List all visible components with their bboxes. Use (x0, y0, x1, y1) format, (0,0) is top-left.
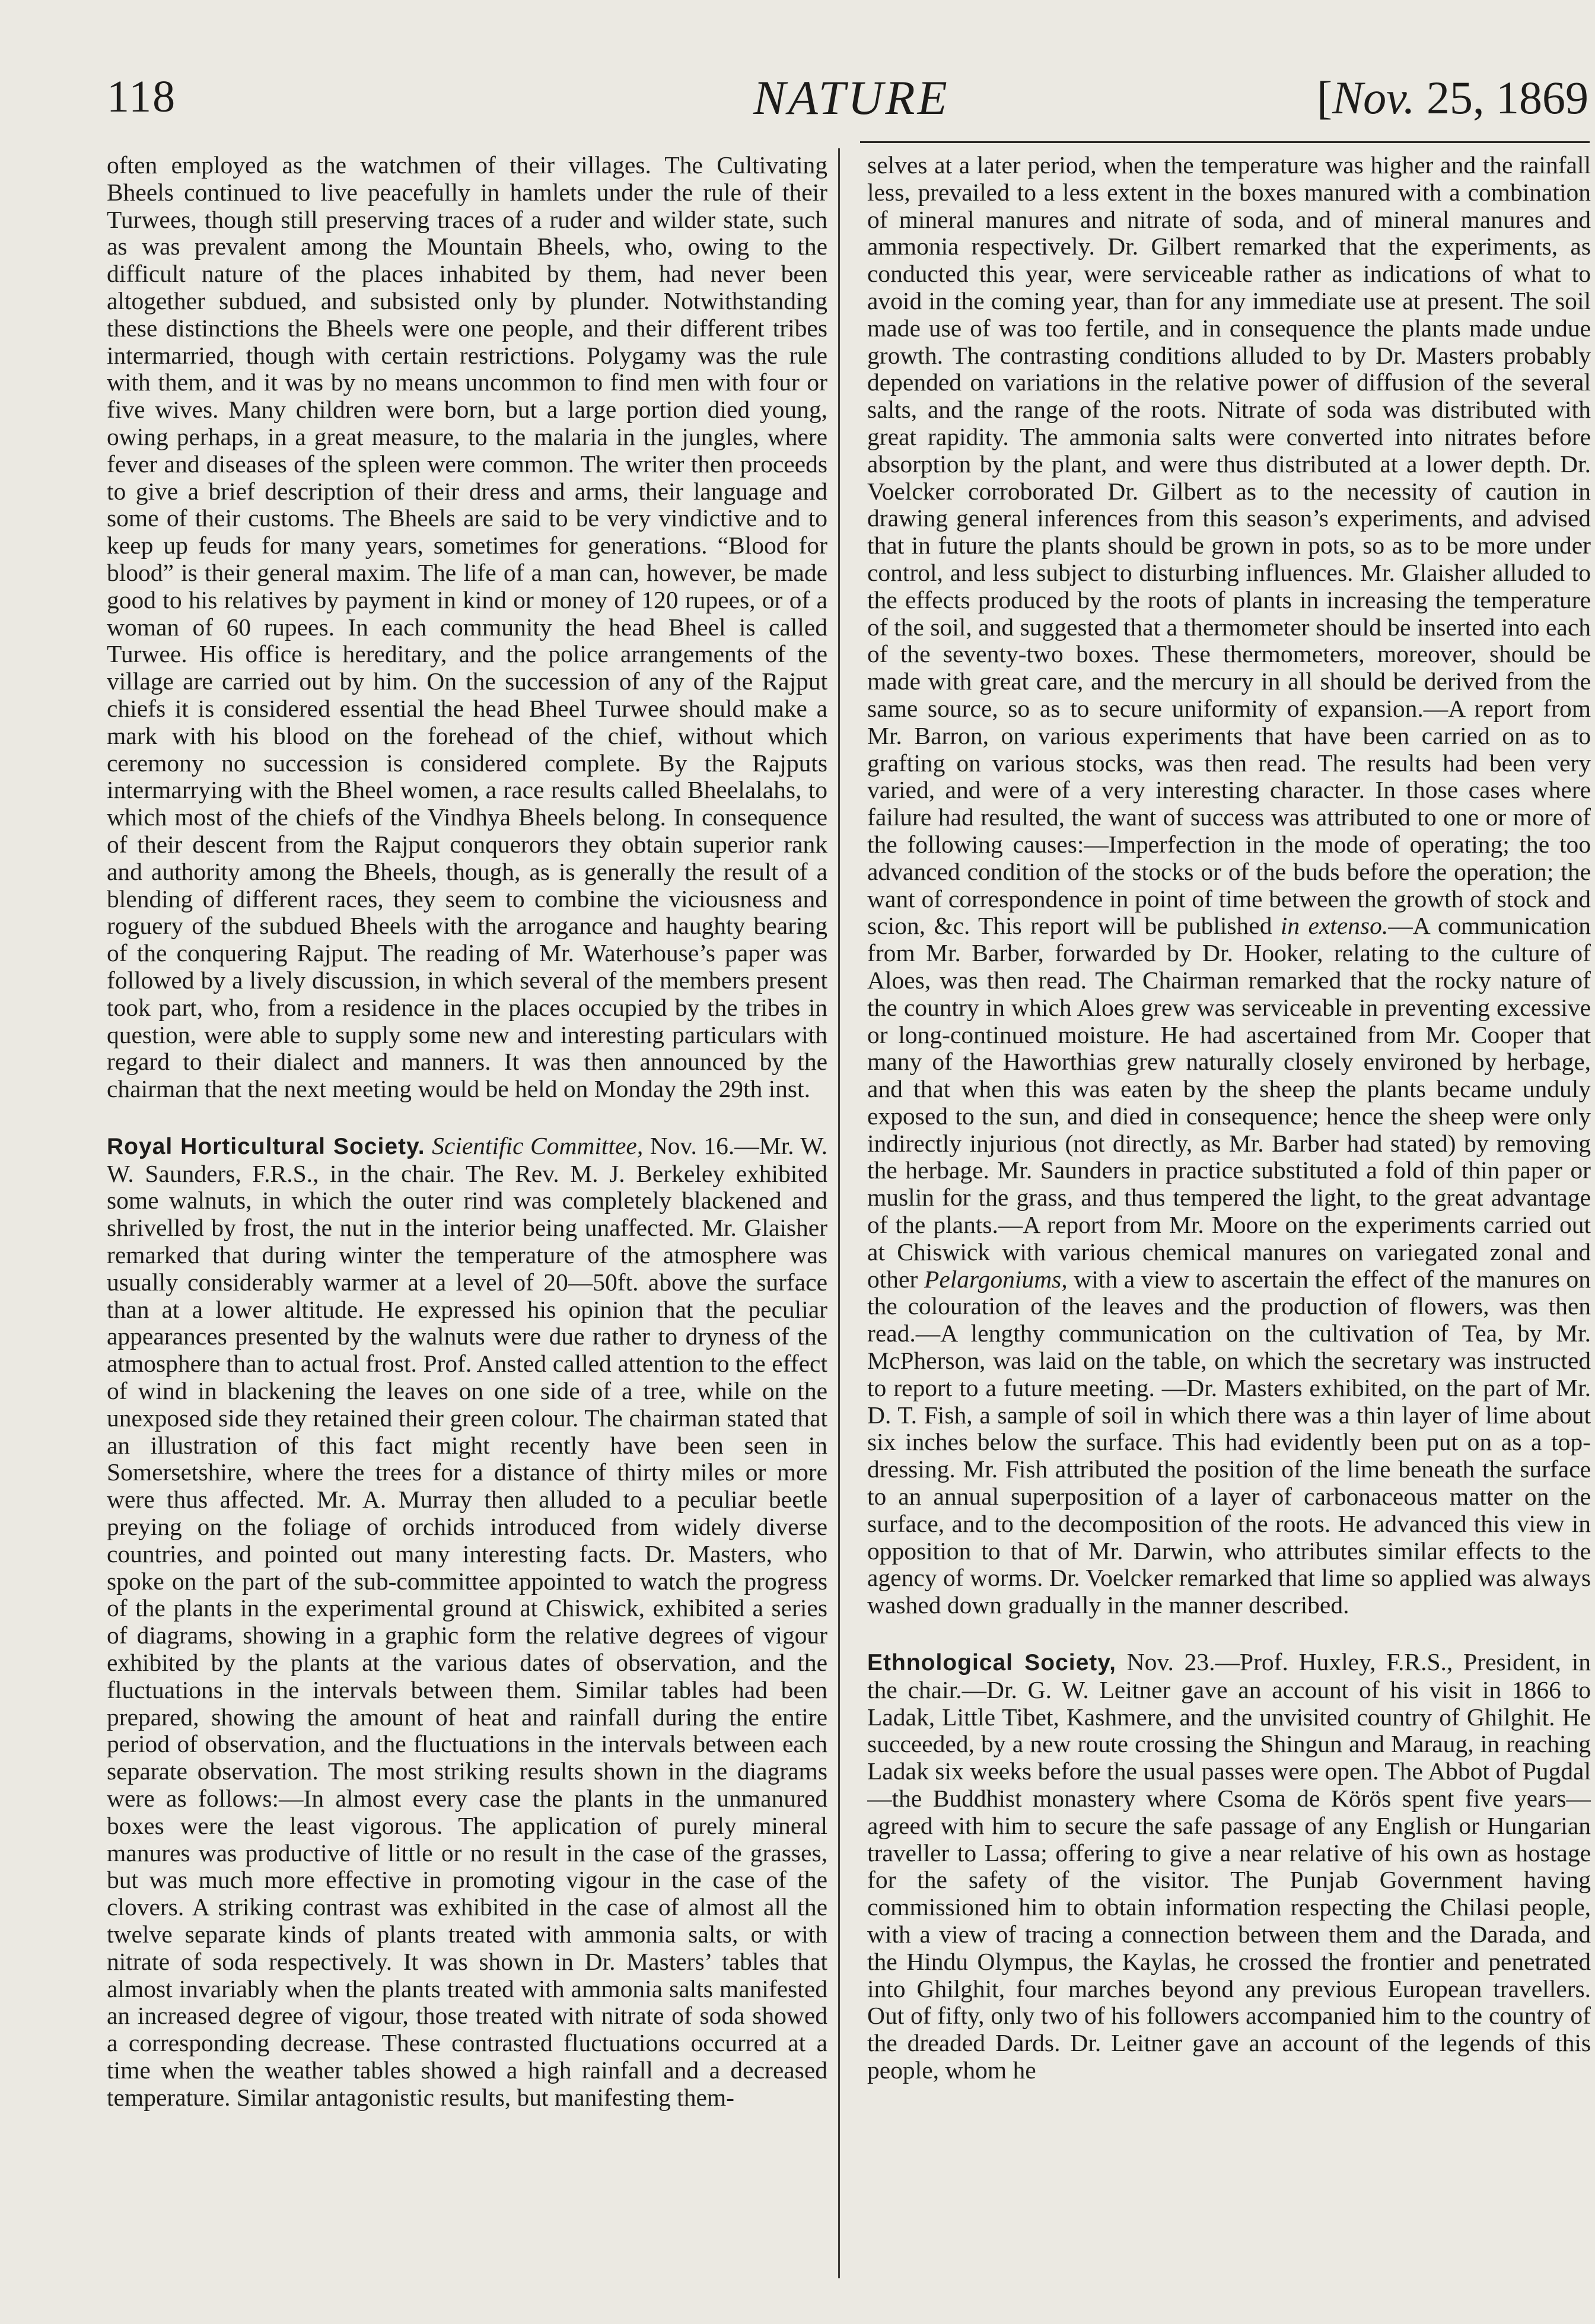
continued-text-c: with a view to ascertain the effect of the manures on the colouration of the leaves and the production of flowers, was then read.—A lengthy communication on the cultivation of Tea, by Mr. McPherson, was laid on the table, on which the secretary was instructed to report to a future meeting. —Dr. Masters exhibited, on the part of Mr. D. T. Fish, a sample of soil in which there was a thin layer of lime about six inches below the surface. This had evidently been put on as a top-dressing. Mr. Fish attributed the position of the lime beneath the surface to an annual superposition of a layer of carbonaceous matter on the surface, and to the decomposition of the roots. He advanced this view in opposition to that of Mr. Darwin, who attributes similar effects to the agency of worms. Dr. Voelcker remarked that lime so applied was always washed down gradually in the manner described. (867, 1265, 1591, 1619)
date-month: Nov. (1332, 72, 1415, 123)
horticultural-continued (867, 152, 1591, 1619)
continued-text-b: —A communication from Mr. Barber, forwarded by Dr. Hooker, relating to the culture of Aloes, was then read. The Chairman remarked that the rocky nature of the country in which Aloes grew was serviceable in preventing excessive or long-continued moisture. He had ascertained from Mr. Cooper that many of the Haworthias grew naturally closely environed by herbage, and that when this was eaten by the sheep the plants became unduly exposed to the sun, and died in consequence; hence the sheep were only indirectly injurious (not directly, as Mr. Barber had stated) by removing the herbage. Mr. Saunders in practice substituted a fold of thin paper or muslin for the grass, and thus tempered the light, to the great advantage of the plants.—A report from Mr. Moore on the experiments carried out at Chiswick with various chemical manures on variegated zonal and other (867, 912, 1591, 1293)
section-heading-horticultural: Royal Horticultural Society. (107, 1133, 425, 1159)
ethnological-body: Nov. 23.—Prof. Huxley, F.R.S., President, in the chair.—Dr. G. W. Leitner gave an account of his visit in 1866 to Ladak, Little Tibet, Kashmere, and the unvisited country of Ghilghit. He succeeded, by a new route crossing the Shingun and Maraug, in reaching Ladak six weeks before the usual passes were open. The Abbot of Pugdal—the Buddhist monastery where Csoma de Körös spent five years—agreed with him to secure the safe passage of any English or Hungarian traveller to Lassa; offering to give a near relative of his own as hostage for the safety of the visitor. The Punjab Government having commissioned him to obtain information respecting the Chilasi people, with a view of tracing a connection between them and the Darada, and the Hindu Olympus, the Kaylas, he crossed the frontier and penetrated into Ghilghit, four marches beyond any previous European travellers. Out of fifty, only two of his followers accompanied him to the country of the dreaded Dards. Dr. Leitner gave an account of the legends of this people, whom he (867, 1648, 1591, 2084)
left-column (107, 152, 827, 2306)
issue-date (1317, 71, 1588, 125)
column-divider (838, 148, 840, 2278)
header-rule (860, 141, 1590, 143)
continued-text-a: selves at a later period, when the temperature was higher and the rainfall less, prevailed to a less extent in the boxes manured with a combination of mineral manures and nitrate of soda, and of mineral manures and ammonia respectively. Dr. Gilbert remarked that the experiments, as conducted this year, were serviceable rather as indications of what to avoid in the coming year, than for any immediate use at present. The soil made use of was too fertile, and in consequence the plants made undue growth. The contrasting conditions alluded to by Dr. Masters probably depended on variations in the relative power of diffusion of the several salts, and the range of the roots. Nitrate of soda was distributed with great rapidity. The ammonia salts were converted into nitrates before absorption by the plant, and were thus distributed at a lower depth. Dr. Voelcker corroborated Dr. Gilbert as to the necessity of caution in drawing general inferences from this season’s experiments, and advised that in future the plants should be grown in pots, so as to be more under control, and less subject to disturbing influences. Mr. Glaisher alluded to the effects produced by the roots of plants in increasing the temperature of the soil, and suggested that a thermometer should be inserted into each of the seventy-two boxes. These thermometers, moreover, should be made with great care, and the mercury in all should be derived from the same source, so as to secure uniformity of expansion.—A report from Mr. Barron, on various experiments that have been carried on as to grafting on various stocks, was then read. The results had been very varied, and were of a very interesting character. In those cases where failure had resulted, the want of success was attributed to one or more of the following causes:—Imperfection in the mode of operating; the too advanced condition of the stocks or of the buds before the operation; the want of correspondence in point of time between the growth of stock and scion, &c. This report will be published (867, 152, 1591, 940)
ethnological-paragraph (867, 1649, 1591, 2084)
date-bracket: [ (1317, 72, 1333, 123)
date-rest: 25, 1869 (1415, 72, 1588, 123)
page-number: 118 (107, 72, 177, 122)
in-extenso: in extenso. (1280, 912, 1389, 940)
bheels-paragraph: often employed as the watchmen of their villages. The Cultivating Bheels continued to live peacefully in hamlets under the rule of their Turwees, though still preserving traces of a ruder and wilder state, such as was prevalent among the Mountain Bheels, who, owing to the difficult nature of the places inhabited by them, had never been altogether subdued, and subsisted only by plunder. Notwithstanding these distinctions the Bheels were one people, and their different tribes intermarried, though with certain restrictions. Polygamy was the rule with them, and it was by no means uncommon to find men with four or five wives. Many children were born, but a large portion died young, owing perhaps, in a great measure, to the malaria in the jungles, where fever and diseases of the spleen were common. The writer then proceeds to give a brief description of their dress and arms, their language and some of their customs. The Bheels are said to be very vindictive and to keep up feuds for many years, sometimes for generations. “Blood for blood” is their general maxim. The life of a man can, however, be made good to his relatives by payment in kind or money of 120 rupees, or of a woman of 60 rupees. In each community the head Bheel is called Turwee. His office is hereditary, and the police arrangements of the village are carried out by him. On the succession of any of the Rajput chiefs it is considered essential the head Bheel Turwee should make a mark with his blood on the forehead of the chief, without which ceremony no succession is considered complete. By the Rajputs intermarrying with the Bheel women, a race results called Bheelalahs, to which most of the chiefs of the Vindhya Bheels belong. In consequence of their descent from the Rajput conquerors they obtain superior rank and authority among the Bheels, though, as is generally the result of a blending of different races, they seem to combine the viciousness and roguery of the subdued Bheels with the arrogance and haughty bearing of the conquering Rajput. The reading of Mr. Waterhouse’s paper was followed by a lively discussion, in which several of the members present took part, who, from a residence in the places occupied by the tribes in question, were able to supply some new and interesting particulars with regard to their dialect and manners. It was then announced by the chairman that the next meeting would be held on Monday the 29th inst. (107, 152, 827, 1103)
pelargoniums: Pelargoniums, (924, 1265, 1068, 1293)
page-header (107, 66, 1590, 138)
horticultural-body: Nov. 16.—Mr. W. W. Saunders, F.R.S., in the chair. The Rev. M. J. Berkeley exhibited some walnuts, in which the outer rind was completely blackened and shrivelled by frost, the nut in the interior being unaffected. Mr. Glaisher remarked that during winter the temperature of the atmosphere was usually considerably warmer at a level of 20—50ft. above the surface than at a lower altitude. He expressed his opinion that the peculiar appearances presented by the walnuts were due rather to dryness of the atmosphere than to actual frost. Prof. Ansted called attention to the effect of wind in blackening the leaves on one side of a tree, while on the unexposed side they retained their green colour. The chairman stated that an illustration of this fact might recently have been seen in Somersetshire, where the trees for a distance of thirty miles or more were thus affected. Mr. A. Murray then alluded to a peculiar beetle preying on the foliage of orchids introduced from widely diverse countries, and pointed out many interesting facts. Dr. Masters, who spoke on the part of the sub-committee appointed to watch the progress of the plants in the experimental ground at Chiswick, exhibited a series of diagrams, showing in a graphic form the relative degrees of vigour exhibited by the plants at the various dates of observation, and the fluctuations in the intervals between them. Similar tables had been prepared, showing the amount of heat and rainfall during the entire period of observation, and the fluctuations in the intervals between each separate observation. The most striking results shown in the diagrams were as follows:—In almost every case the plants in the unmanured boxes were the least vigorous. The application of purely mineral manures was productive of little or no result in the case of the grasses, but was much more effective in promoting vigour in the case of the clovers. A striking contrast was exhibited in the case of almost all the twelve separate kinds of plants treated with ammonia salts, or with nitrate of soda respectively. It was shown in Dr. Masters’ tables that almost invariably when the plants treated with ammonia salts manifested an increased degree of vigour, those treated with nitrate of soda showed a corresponding decrease. These contrasted fluctuations occurred at a time when the weather tables showed a high rainfall and a decreased temperature. Similar antagonistic results, but manifesting them- (107, 1131, 827, 2111)
journal-title: NATURE (753, 71, 950, 125)
right-column (867, 152, 1591, 2306)
section-heading-ethnological: Ethnological Society, (867, 1650, 1116, 1676)
horticultural-paragraph (107, 1133, 827, 2112)
section-gap (107, 1103, 827, 1133)
section-gap (867, 1619, 1591, 1649)
committee-name: Scientific Committee, (432, 1131, 644, 1159)
